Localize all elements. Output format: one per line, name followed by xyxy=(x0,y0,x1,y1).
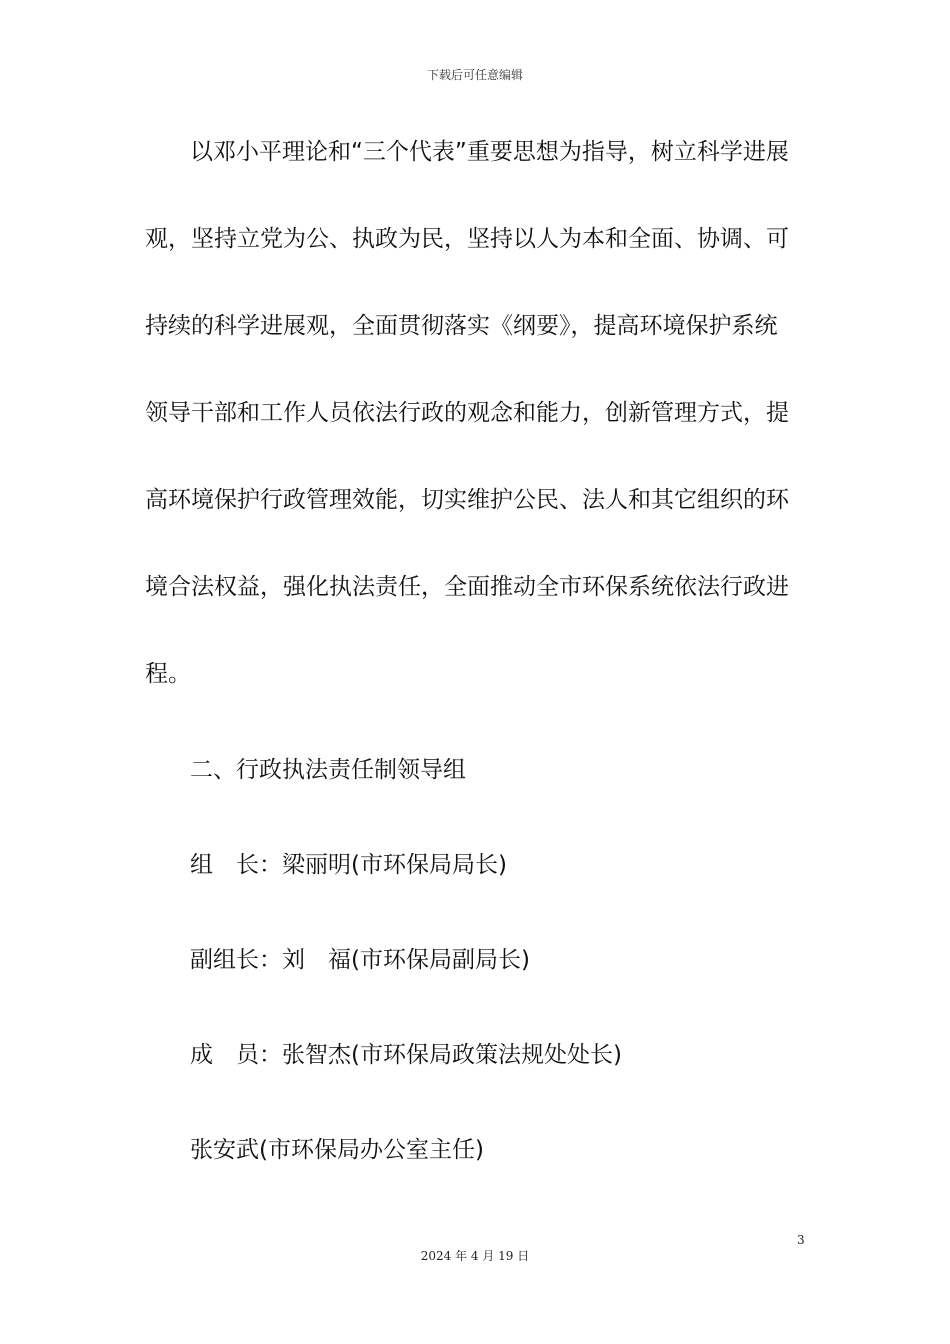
paragraph-line: 以邓小平理论和“三个代表”重要思想为指导，树立科学进展 xyxy=(190,139,789,165)
section-heading: 二、行政执法责任制领导组 xyxy=(190,757,466,783)
member-deputy-leader: 副组长：刘 福(市环保局副局长) xyxy=(190,947,530,973)
paragraph-line: 程。 xyxy=(145,661,191,687)
page-header: 下载后可任意编辑 xyxy=(426,68,523,82)
paragraph-line: 境合法权益，强化执法责任，全面推动全市环保系统依法行政进 xyxy=(145,574,789,600)
paragraph-line: 持续的科学进展观，全面贯彻落实《纲要》，提高环境保护系统 xyxy=(145,313,778,339)
member-line: 张安武(市环保局办公室主任) xyxy=(190,1137,484,1163)
paragraph-line: 高环境保护行政管理效能，切实维护公民、法人和其它组织的环 xyxy=(145,487,789,513)
page-number: 3 xyxy=(797,1233,805,1247)
member-leader: 组 长：梁丽明(市环保局局长) xyxy=(190,852,507,878)
member-line: 成 员：张智杰(市环保局政策法规处处长) xyxy=(190,1042,622,1068)
paragraph-line: 观，坚持立党为公、执政为民，坚持以人为本和全面、协调、可 xyxy=(145,226,789,252)
footer-date: 2024 年 4 月 19 日 xyxy=(420,1249,530,1263)
paragraph-line: 领导干部和工作人员依法行政的观念和能力，创新管理方式，提 xyxy=(145,400,789,426)
